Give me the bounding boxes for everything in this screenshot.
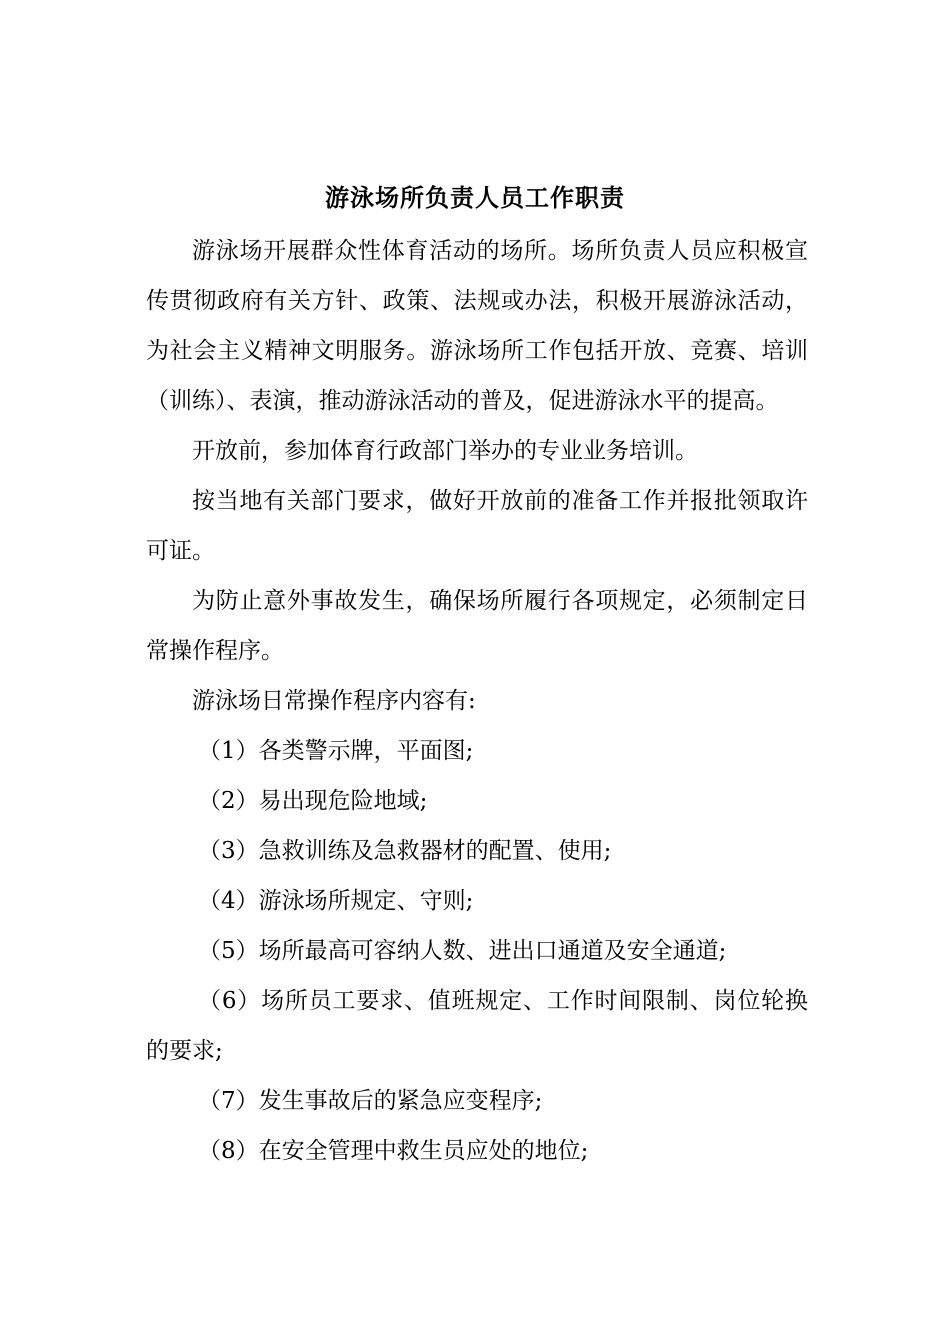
list-item: （6）场所员工要求、值班规定、工作时间限制、岗位轮换的要求; — [146, 988, 808, 1064]
list-item: （1）各类警示牌，平面图; — [198, 738, 474, 764]
list-item: （3）急救训练及急救器材的配置、使用; — [198, 838, 612, 864]
paragraph-list-intro: 游泳场日常操作程序内容有: — [192, 688, 476, 714]
list-item: （4）游泳场所规定、守则; — [198, 888, 474, 914]
paragraph-procedure: 为防止意外事故发生，确保场所履行各项规定，必须制定日常操作程序。 — [146, 588, 808, 664]
paragraph-intro: 游泳场开展群众性体育活动的场所。场所负责人员应积极宣传贯彻政府有关方针、政策、法规或办法，积极开展游泳活动，为社会主义精神文明服务。游泳场所工作包括开放、竞赛、培训（训练）、表演，推动游泳活动的普及，促进游泳水平的提高。 — [146, 238, 808, 414]
paragraph-permit: 按当地有关部门要求，做好开放前的准备工作并报批领取许可证。 — [146, 488, 808, 564]
list-item: （2）易出现危险地域; — [198, 788, 428, 814]
document-body — [146, 226, 808, 1176]
paragraph-training: 开放前，参加体育行政部门举办的专业业务培训。 — [192, 438, 698, 464]
document-title: 游泳场所负责人员工作职责 — [325, 183, 625, 212]
list-item: （5）场所最高可容纳人数、进出口通道及安全通道; — [198, 938, 727, 964]
list-item: （8）在安全管理中救生员应处的地位; — [198, 1138, 589, 1164]
list-item: （7）发生事故后的紧急应变程序; — [198, 1088, 543, 1114]
